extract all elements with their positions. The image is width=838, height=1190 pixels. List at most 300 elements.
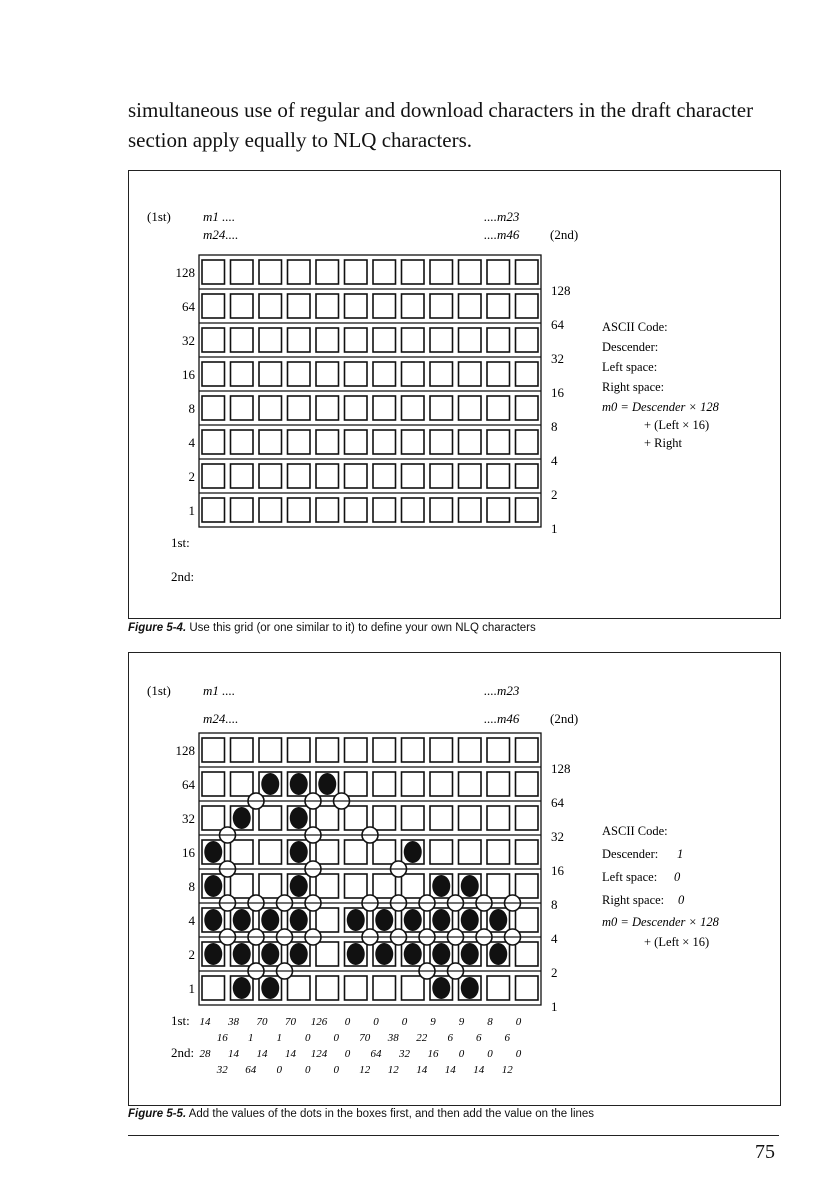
filled-dot [290,807,308,829]
second-sum-value: 32 [399,1048,410,1060]
filled-dot [404,909,422,931]
header-m1: m1 .... [203,683,236,698]
filled-dot [347,943,365,965]
grid-box [373,498,396,522]
filled-dot [204,943,222,965]
grid-box [288,498,311,522]
info-right-value: 0 [678,893,685,907]
grid-box [402,430,425,454]
second-sum-value: 16 [427,1048,439,1060]
grid-box [345,498,368,522]
second-sum-value: 124 [310,1048,328,1060]
grid-box [202,498,225,522]
second-line-sum-value: 12 [387,1064,399,1076]
first-line-sum-value: 0 [305,1032,311,1044]
first-sum-value: 0 [515,1016,522,1028]
grid-box [259,328,282,352]
right-dot-value: 4 [551,931,558,946]
grid-box [345,840,368,864]
grid-box [402,738,425,762]
second-sum-value: 14 [256,1048,268,1060]
grid-box [231,396,254,420]
right-dot-value: 2 [551,965,558,980]
grid-box [516,294,539,318]
grid-box [487,806,510,830]
grid-box [516,260,539,284]
filled-dot [432,977,450,999]
left-dot-value: 32 [182,333,195,348]
left-dot-value: 8 [188,401,195,416]
grid-box [487,738,510,762]
grid-box [316,430,339,454]
second-sum-value: 64 [370,1048,382,1060]
grid-box [373,396,396,420]
second-sum-value: 0 [458,1048,465,1060]
filled-dot [261,977,279,999]
filled-dot [204,909,222,931]
grid-box [259,260,282,284]
grid-box [202,362,225,386]
left-dot-value: 16 [182,845,195,860]
grid-box [345,362,368,386]
second-line-sum-value: 14 [473,1064,485,1076]
grid-box [231,294,254,318]
first-line-sum-value: 22 [416,1032,428,1044]
filled-dot [290,875,308,897]
grid-box [259,464,282,488]
second-line-sum-value: 12 [501,1064,513,1076]
left-dot-value: 2 [188,469,195,484]
header-m23: ....m23 [484,683,520,698]
grid-box [459,396,482,420]
grid-box [316,294,339,318]
first-sum-value: 0 [373,1016,379,1028]
grid-box [373,328,396,352]
grid-box [402,806,425,830]
grid-box [288,328,311,352]
grid-box [259,362,282,386]
second-sum-value: 14 [285,1048,296,1060]
grid-box [516,362,539,386]
grid-box [516,328,539,352]
empty-dot-grid-figure [129,171,780,618]
header-m46: ....m46 [484,227,520,242]
info-formula-2: + (Left × 16) [644,418,710,432]
grid-box [345,396,368,420]
first-sum-value: 70 [256,1016,268,1028]
filled-dot [461,909,479,931]
header-first-label: (1st) [147,683,171,698]
grid-box [259,840,282,864]
first-line-sum-value: 38 [387,1032,399,1044]
grid-box [516,976,539,1000]
filled-dot [290,909,308,931]
first-sum-value: 8 [487,1016,493,1028]
info-descender: Descender: [602,847,659,861]
grid-box [402,498,425,522]
grid-box [345,976,368,1000]
grid-box [231,464,254,488]
grid-box [402,874,425,898]
grid-box [516,942,539,966]
grid-box [202,328,225,352]
first-line-sum-value: 6 [476,1032,482,1044]
second-sum-value: 0 [487,1048,493,1060]
second-line-sum-value: 0 [305,1064,311,1076]
grid-box [516,464,539,488]
grid-box [345,260,368,284]
filled-dot [233,909,251,931]
grid-box [345,430,368,454]
grid-box [459,840,482,864]
left-dot-value: 64 [182,299,195,314]
grid-box [345,738,368,762]
grid-box [288,976,311,1000]
right-dot-value: 16 [551,863,564,878]
grid-box [345,874,368,898]
grid-box [430,738,453,762]
grid-box [373,976,396,1000]
grid-box [373,738,396,762]
grid-box [259,498,282,522]
left-dot-value: 1 [188,503,195,518]
grid-box [231,840,254,864]
first-sum-value: 9 [430,1016,436,1028]
grid-box [402,294,425,318]
grid-box [459,498,482,522]
right-dot-value: 64 [551,795,564,810]
figure-5-4-box [128,170,781,619]
grid-box [459,362,482,386]
grid-box [259,430,282,454]
grid-box [231,260,254,284]
grid-box [430,498,453,522]
second-sum-value: 14 [228,1048,239,1060]
grid-box [202,294,225,318]
grid-box [373,840,396,864]
filled-dot [233,807,251,829]
grid-box [316,942,339,966]
grid-box [288,294,311,318]
info-descender: Descender: [602,340,659,354]
filled-dot [261,943,279,965]
grid-box [202,464,225,488]
grid-box [259,396,282,420]
first-sum-value: 38 [228,1016,239,1028]
row-first-label: 1st: [171,535,190,550]
filled-dot [204,875,222,897]
grid-box [459,328,482,352]
info-panel [602,824,720,949]
grid-box [288,464,311,488]
right-dot-value: 64 [551,317,564,332]
grid-box [430,362,453,386]
grid-box [288,362,311,386]
grid-box [345,772,368,796]
grid-box [202,396,225,420]
grid-box [402,362,425,386]
filled-dot [461,943,479,965]
filled-dot [375,909,393,931]
grid-box [345,294,368,318]
grid-box [202,260,225,284]
grid-box [316,840,339,864]
first-line-sum-value: 1 [248,1032,254,1044]
left-dot-value: 2 [188,947,195,962]
grid-box [316,874,339,898]
page-number: 75 [755,1141,775,1163]
grid-box [373,294,396,318]
header-m46: ....m46 [484,711,520,726]
right-dot-value: 4 [551,453,558,468]
left-dot-value: 1 [188,981,195,996]
grid-box [316,464,339,488]
first-line-sum-value: 6 [504,1032,510,1044]
right-dot-value: 32 [551,829,564,844]
grid-box [430,430,453,454]
grid-box [459,260,482,284]
second-sum-value: 0 [344,1048,351,1060]
grid-box [231,328,254,352]
right-dot-value: 8 [551,419,558,434]
grid-box [430,806,453,830]
grid-box [373,806,396,830]
first-sum-value: 0 [344,1016,351,1028]
grid-box [316,328,339,352]
first-sum-value: 126 [310,1016,328,1028]
info-right-space: Right space: [602,380,665,394]
grid-box [373,260,396,284]
left-dot-value: 32 [182,811,195,826]
grid-box [487,260,510,284]
grid-box [316,738,339,762]
grid-box [316,976,339,1000]
info-left-value: 0 [674,870,681,884]
grid-box [487,464,510,488]
grid-box [259,738,282,762]
info-formula-3: + Right [644,436,682,450]
intro-paragraph: simultaneous use of regular and download characters in the draft character section apply equally to NLQ characters. [128,98,754,152]
info-left-space: Left space: [602,360,658,374]
filled-dot [404,943,422,965]
first-line-sum-value: 6 [447,1032,453,1044]
grid-box [487,294,510,318]
header-second-label: (2nd) [550,227,579,242]
first-sum-value: 0 [401,1016,408,1028]
grid-box [487,976,510,1000]
grid-box [316,908,339,932]
info-right-space: Right space: [602,893,665,907]
figure-5-5-caption [128,1108,594,1120]
filled-dot [375,943,393,965]
grid-box [516,498,539,522]
row-first-label: 1st: [171,1013,190,1028]
grid-box [316,362,339,386]
caption-label: Figure 5-5. [128,1108,187,1120]
row-second-label: 2nd: [171,1045,195,1060]
grid-box [373,874,396,898]
header-m1: m1 .... [203,209,236,224]
figure-5-5-box [128,652,781,1106]
grid-box [459,430,482,454]
grid-box [459,738,482,762]
caption-text: Add the values of the dots in the boxes first, and then add the value on the lines [186,1108,595,1120]
second-line-sum-value: 0 [333,1064,339,1076]
grid-box [516,874,539,898]
filled-dot-grid-figure [129,653,780,1105]
header-m24: m24.... [203,227,239,242]
right-dot-value: 8 [551,897,558,912]
info-left-space: Left space: [602,870,658,884]
second-line-sum-value: 0 [276,1064,282,1076]
filled-dot [261,773,279,795]
filled-dot [233,943,251,965]
filled-dot [461,875,479,897]
grid-box [231,430,254,454]
grid-box [373,464,396,488]
first-line-sum-value: 16 [216,1032,228,1044]
second-line-sum-value: 14 [416,1064,428,1076]
filled-dot [432,875,450,897]
figure-5-4-caption [128,622,536,634]
grid-box [459,464,482,488]
first-line-sum-value: 70 [359,1032,371,1044]
header-m23: ....m23 [484,209,520,224]
grid-box [231,362,254,386]
info-formula-1: m0 = Descender × 128 [602,915,719,929]
filled-dot [233,977,251,999]
header-second-label: (2nd) [550,711,579,726]
grid-box [516,738,539,762]
grid-box [430,464,453,488]
grid-box [430,396,453,420]
grid-box [345,464,368,488]
grid-box [231,874,254,898]
grid-box [459,294,482,318]
row-second-label: 2nd: [171,569,195,584]
filled-dot [432,909,450,931]
grid-box [487,772,510,796]
left-dot-value: 64 [182,777,195,792]
footer-rule [128,1135,779,1136]
filled-dot [318,773,336,795]
grid-box [487,362,510,386]
left-dot-value: 4 [188,435,195,450]
filled-dot [204,841,222,863]
right-dot-value: 1 [551,999,558,1014]
grid-box [259,806,282,830]
left-dot-value: 128 [175,743,195,758]
grid-box [259,874,282,898]
grid-box [373,772,396,796]
grid-box [345,328,368,352]
second-line-sum-value: 64 [245,1064,257,1076]
grid-box [231,738,254,762]
second-line-sum-value: 32 [216,1064,228,1076]
left-dot-value: 4 [188,913,195,928]
filled-dot [290,943,308,965]
right-dot-value: 2 [551,487,558,502]
grid-box [487,840,510,864]
grid-box [459,772,482,796]
grid-box [202,806,225,830]
filled-dot [489,943,507,965]
grid-box [487,874,510,898]
grid-box [516,430,539,454]
first-sum-value: 14 [199,1016,211,1028]
info-formula-1: m0 = Descender × 128 [602,400,719,414]
grid-box [487,396,510,420]
grid-box [516,806,539,830]
left-dot-value: 8 [188,879,195,894]
filled-dot [461,977,479,999]
second-sum-value: 0 [515,1048,522,1060]
grid-box [402,464,425,488]
right-dot-value: 128 [551,761,571,776]
grid-box [316,498,339,522]
grid-box [202,430,225,454]
filled-dot [290,841,308,863]
grid-box [402,328,425,352]
first-line-sum-value: 1 [276,1032,282,1044]
filled-dot [347,909,365,931]
grid-box [430,840,453,864]
info-descender-value: 1 [677,847,684,861]
grid-box [487,430,510,454]
grid-box [402,396,425,420]
grid-box [430,260,453,284]
grid-box [288,430,311,454]
grid-box [402,976,425,1000]
grid-box [316,260,339,284]
filled-dot [290,773,308,795]
second-sum-value: 28 [199,1048,211,1060]
grid-box [373,430,396,454]
left-dot-value: 16 [182,367,195,382]
grid-box [487,498,510,522]
grid-box [459,806,482,830]
grid-box [288,396,311,420]
grid-box [516,840,539,864]
grid-box [430,294,453,318]
right-dot-value: 1 [551,521,558,536]
header-first-label: (1st) [147,209,171,224]
header-m24: m24.... [203,711,239,726]
first-sum-value: 9 [458,1016,465,1028]
grid-box [430,772,453,796]
filled-dot [489,909,507,931]
first-sum-value: 70 [285,1016,296,1028]
grid-box [288,260,311,284]
filled-dot [404,841,422,863]
grid-box [259,294,282,318]
grid-box [202,976,225,1000]
grid-box [231,772,254,796]
right-dot-value: 16 [551,385,564,400]
grid-box [402,772,425,796]
grid-box [345,806,368,830]
grid-box [202,772,225,796]
grid-box [430,328,453,352]
right-dot-value: 32 [551,351,564,366]
info-ascii: ASCII Code: [602,320,668,334]
filled-dot [261,909,279,931]
right-dot-value: 128 [551,283,571,298]
grid-box [516,772,539,796]
second-line-sum-value: 14 [444,1064,456,1076]
caption-text: Use this grid (or one similar to it) to define your own NLQ characters [186,622,536,634]
grid-box [316,396,339,420]
